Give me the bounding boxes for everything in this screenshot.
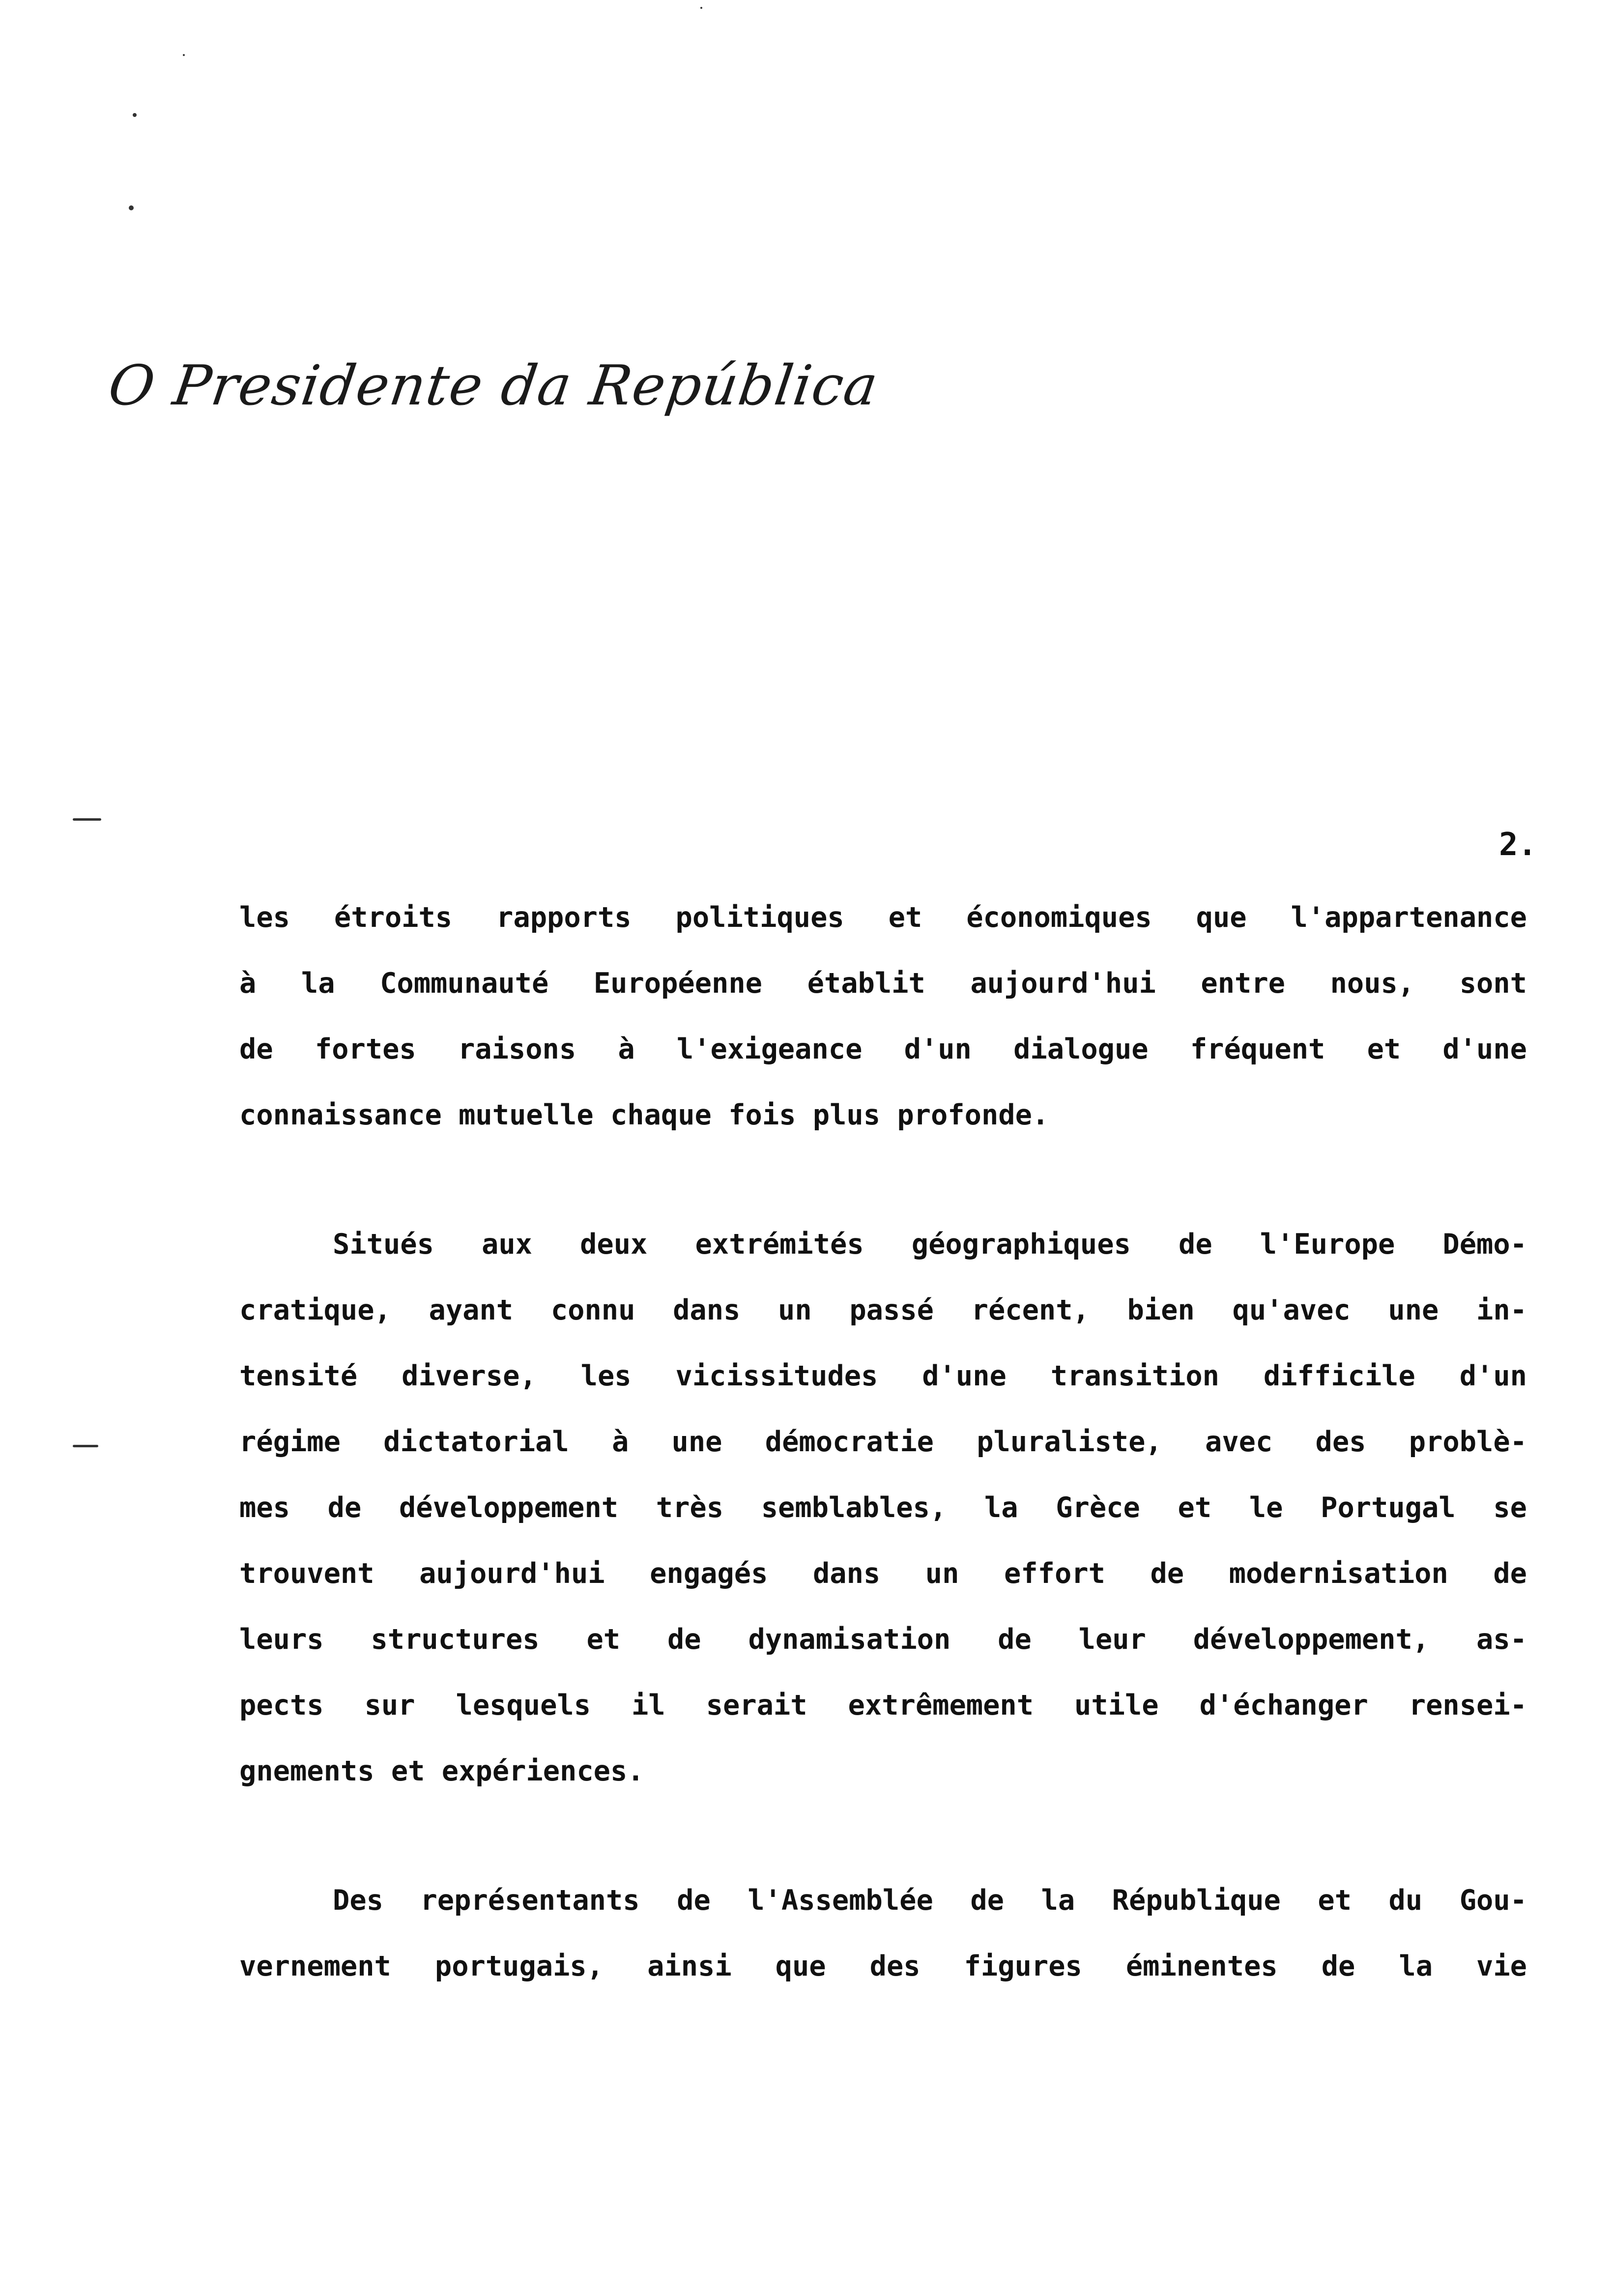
text-line: régime dictatorial à une démocratie pluraliste, avec des problè- [239,1426,1527,1458]
text-line: Des représentants de l'Assemblée de la République et du Gou- [333,1884,1527,1917]
text-line: gnements et expériences. [239,1755,644,1787]
text-line: cratique, ayant connu dans un passé récent, bien qu'avec une in- [239,1294,1527,1326]
letterhead: O Presidente da República [104,354,883,418]
scan-speck [700,7,702,9]
text-line: leurs structures et de dynamisation de leur développement, as- [239,1623,1527,1656]
paragraph [239,885,1527,1148]
text-line: les étroits rapports politiques et économiques que l'appartenance [239,901,1527,934]
text-line: connaissance mutuelle chaque fois plus profonde. [239,1099,1049,1131]
scan-speck [183,54,185,56]
scan-speck [133,113,137,117]
text-line: de fortes raisons à l'exigeance d'un dialogue fréquent et d'une [239,1033,1527,1065]
text-line: vernement portugais, ainsi que des figures éminentes de la vie [239,1950,1527,1982]
text-line: Situés aux deux extrémités géographiques de l'Europe Démo- [333,1228,1527,1261]
text-line: trouvent aujourd'hui engagés dans un effort de modernisation de [239,1557,1527,1590]
binder-mark [73,1445,98,1447]
scan-speck [129,205,134,210]
text-line: à la Communauté Européenne établit aujourd'hui entre nous, sont [239,967,1527,1000]
page-number: 2. [1499,827,1537,863]
binder-mark [73,818,101,821]
paragraph [239,1867,1527,1999]
text-line: pects sur lesquels il serait extrêmement utile d'échanger rensei- [239,1689,1527,1722]
text-line: mes de développement très semblables, la Grèce et le Portugal se [239,1492,1527,1524]
text-line: tensité diverse, les vicissitudes d'une transition difficile d'un [239,1360,1527,1392]
paragraph [239,1211,1527,1804]
